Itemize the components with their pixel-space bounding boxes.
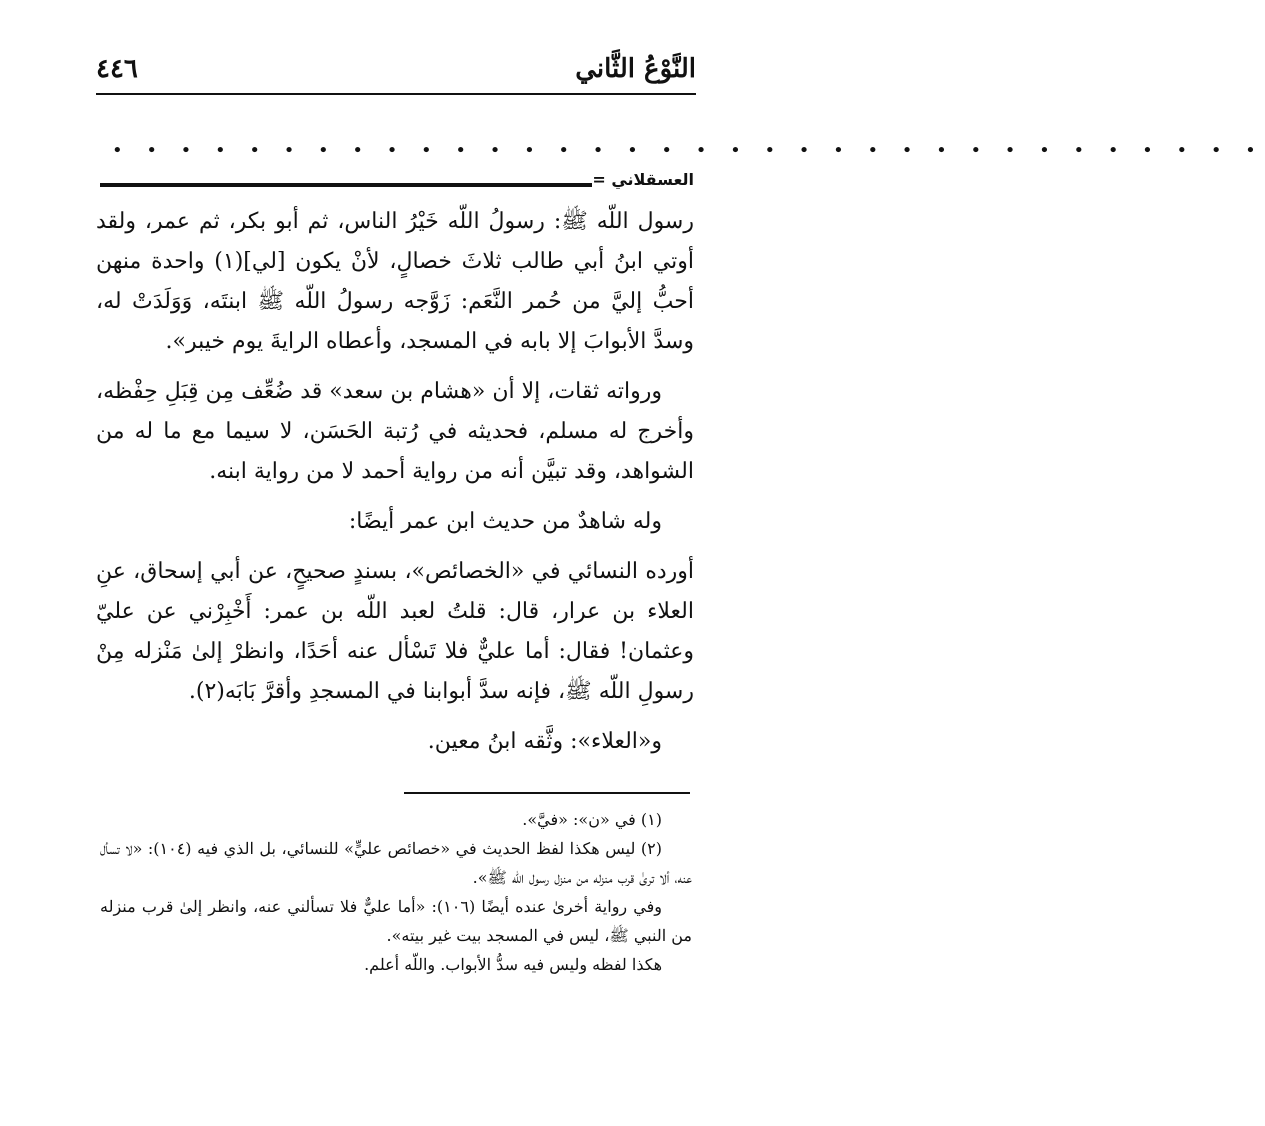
paragraph: و«العلاء»: وثَّقه ابنُ معين. bbox=[427, 729, 662, 754]
chapter-title: النَّوْعُ الثَّاني bbox=[575, 54, 696, 84]
footnote-divider bbox=[404, 792, 690, 794]
paragraph: رسول اللّه ﷺ: رسولُ اللّه خَيْرُ الناس، ثم أبو بكر، ثم عمر، ولقد أوتي ابنُ أبي طالب ثلاثَ خصالٍ، لأنْ يكون [لي](١) واحدة منهن أحبُّ إليَّ من حُمر النَّعَم: زَوَّجه رسولُ اللّه ﷺ ابنتَه، وَوَلَدَتْ له، وسدَّ الأبوابَ إلا بابه في المسجد، وأعطاه الرايةَ يوم خيبر». bbox=[96, 209, 694, 354]
page-header bbox=[96, 54, 696, 94]
paragraph: أورده النسائي في «الخصائص»، بسندٍ صحيحٍ، عن أبي إسحاق، عنِ العلاء بن عرار، قال: قلتُ لعبد اللّه بن عمر: أَخْبِرْني عن عليّ وعثمان! فقال: أما عليٌّ فلا تَسْأل عنه أحَدًا، وانظرْ إلىٰ مَنْزله مِنْ رسولِ اللّه ﷺ، فإنه سدَّ أبوابنا في المسجدِ وأقرَّ بَابَه(٢). bbox=[96, 559, 694, 704]
footnote: هكذا لفظه وليس فيه سدُّ الأبواب. واللّه أعلم. bbox=[364, 955, 662, 974]
page-number: ٤٤٦ bbox=[96, 54, 138, 84]
footnote: (١) في «ن»: «فيَّ». bbox=[522, 810, 662, 829]
paragraph: وله شاهدٌ من حديث ابن عمر أيضًا: bbox=[348, 509, 662, 534]
main-text bbox=[96, 202, 694, 772]
footnote: وفي رواية أخرىٰ عنده أيضًا (١٠٦): «أما عليٌّ فلا تسألني عنه، وانظر إلىٰ قرب منزله من النبي ﷺ، ليس في المسجد بيت غير بيته». bbox=[100, 897, 692, 945]
footnote: (٢) ليس هكذا لفظ الحديث في «خصائص عليٍّ» للنسائي، بل الذي فيه (١٠٤): «لا تسأل عنه، ألا ترىٰ قرب منزله من منزل رسول اللّه ﷺ». bbox=[100, 839, 692, 887]
source-label: العسقلاني = bbox=[592, 170, 694, 189]
source-marker bbox=[100, 170, 694, 196]
footnotes bbox=[100, 805, 692, 979]
source-line bbox=[100, 183, 592, 187]
paragraph: ورواته ثقات، إلا أن «هشام بن سعد» قد ضُعِّف مِن قِبَلِ حِفْظه، وأخرج له مسلم، فحديثه في رُتبة الحَسَن، لا سيما مع ما له من الشواهد، وقد تبيَّن أنه من رواية أحمد لا من رواية ابنه. bbox=[96, 379, 694, 484]
header-divider bbox=[96, 93, 696, 95]
dotted-separator: • • • • • • • • • • • • • • • • • • • • • • • • • • • • • • • • • • bbox=[112, 140, 1265, 161]
